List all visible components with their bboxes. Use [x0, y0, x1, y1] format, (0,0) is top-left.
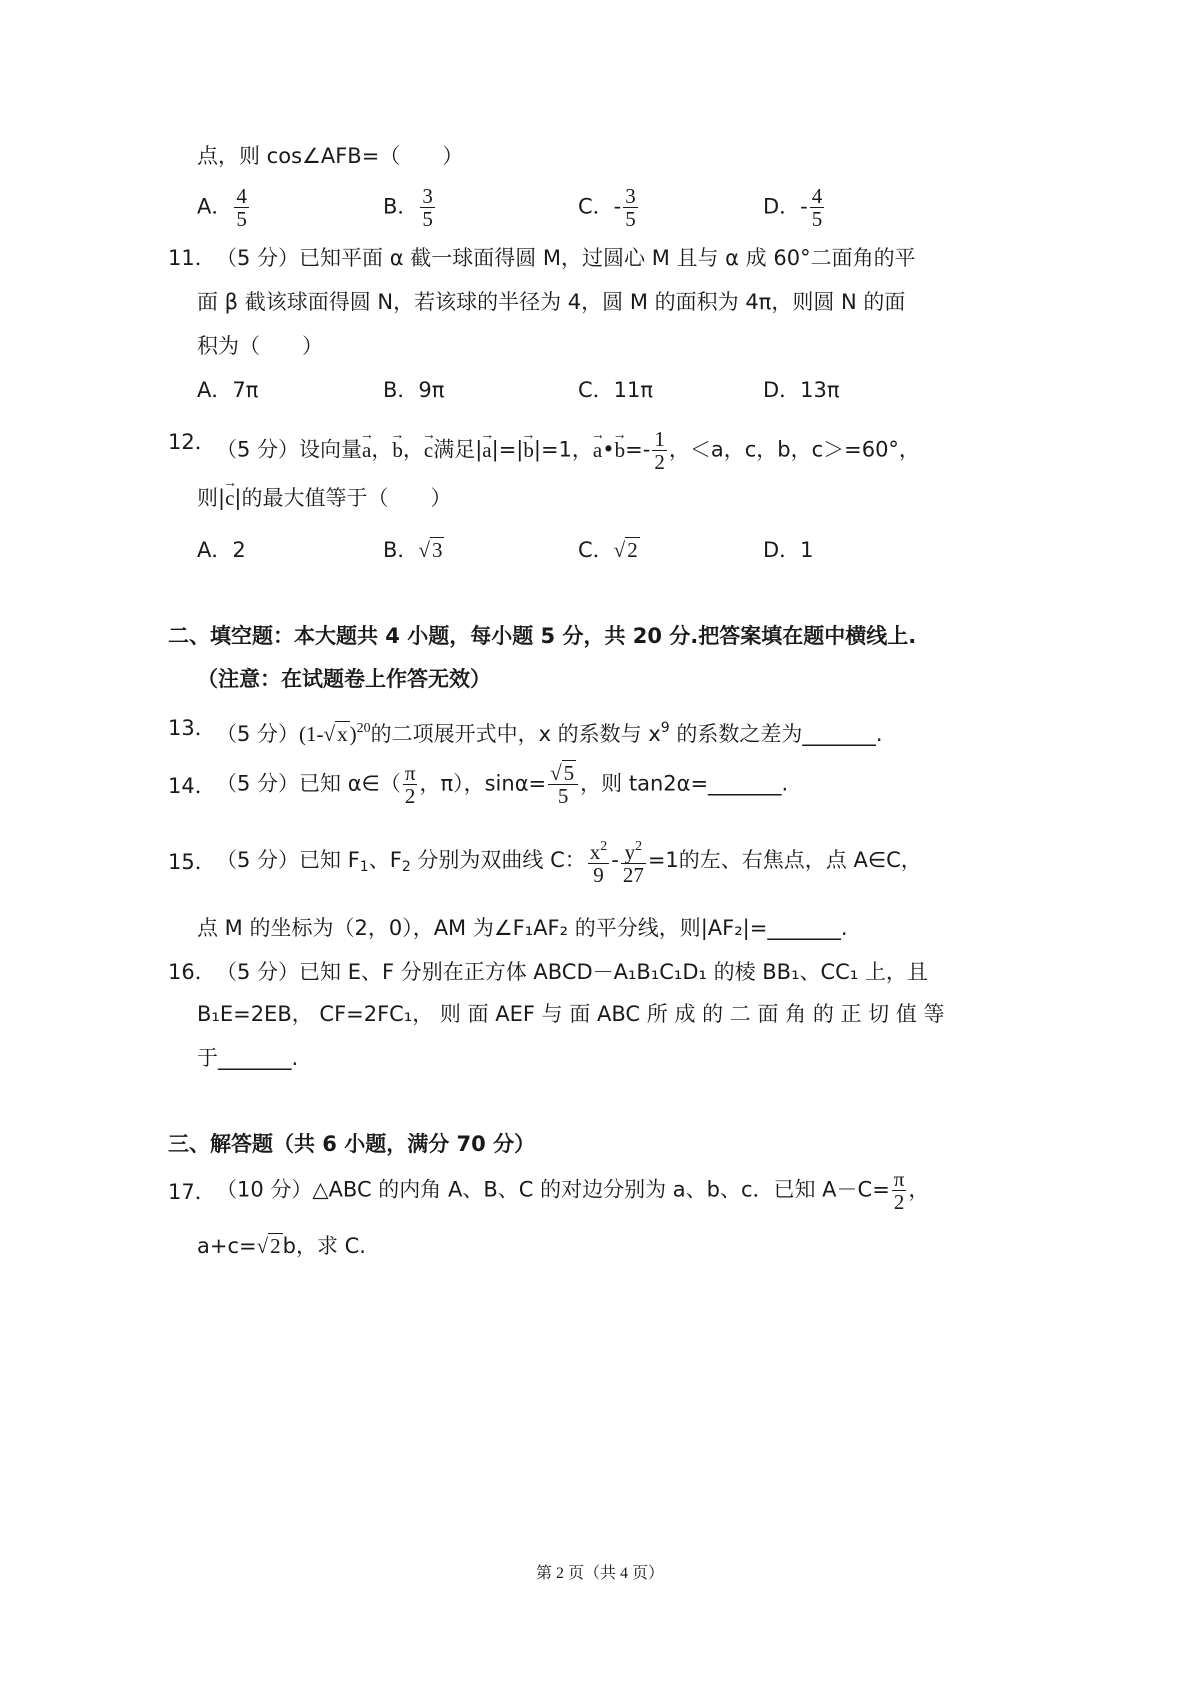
q17-number: 17．: [168, 1180, 216, 1204]
q12-option-c: C．√2: [578, 538, 638, 562]
q10-stem: 点，则 cos∠AFB=（ ）: [197, 144, 464, 168]
q10-option-c: C．- $\frac{3}{5}$: [578, 184, 636, 231]
q11-option-d: D．13π: [763, 378, 840, 402]
q16-line2: B₁E=2EB， CF=2FC₁， 则 面 AEF 与 面 ABC 所 成 的 二 面 角 的 正 切 值 等: [197, 1002, 945, 1026]
q11-option-c: C．11π: [578, 378, 654, 402]
q12-option-b: B．√3: [383, 538, 443, 562]
q17-line2: a+c=√2b，求 C.: [197, 1234, 366, 1258]
q10-option-a: A． $\frac{4}{5}$: [197, 184, 247, 231]
q11-option-b: B．9π: [383, 378, 445, 402]
q12-line1: （5 分）设向量→ a，→ b，→ c满足|→ a|=|→ b|=1，→ a•→ b=- $\frac{1}{2}$ ，＜a，c，b，c＞=60°，: [216, 428, 920, 473]
q15-line2: 点 M 的坐标为（2，0），AM 为∠F₁AF₂ 的平分线，则|AF₂|=_______.: [197, 916, 848, 940]
section3-title: 三、解答题（共 6 小题，满分 70 分）: [168, 1132, 536, 1156]
q12-line2: 则|→ c|的最大值等于（ ）: [197, 484, 451, 512]
q10-option-d: D．- $\frac{4}{5}$: [763, 184, 823, 231]
q11-line2: 面 β 截该球面得圆 N，若该球的半径为 4，圆 M 的面积为 4π，则圆 N 的面: [197, 290, 906, 314]
q11-line1: （5 分）已知平面 α 截一球面得圆 M，过圆心 M 且与 α 成 60°二面角的平: [216, 246, 916, 270]
section2-title: 二、填空题：本大题共 4 小题，每小题 5 分，共 20 分.把答案填在题中横线上.: [168, 624, 917, 648]
q11-option-a: A．7π: [197, 378, 259, 402]
q16-line3: 于_______.: [197, 1046, 299, 1070]
q11-number: 11．: [168, 246, 216, 270]
q16-number: 16．: [168, 960, 216, 984]
q14-line: （5 分）已知 α∈（ $\frac{\pi}{2}$ ，π），sinα= $\frac{√5}{5}$ ，则 tan2α=_______.: [216, 761, 789, 808]
q11-line3: 积为（ ）: [197, 334, 323, 358]
q12-option-d: D．1: [763, 538, 814, 562]
q10-option-b: B． $\frac{3}{5}$: [383, 184, 433, 231]
q13-line: （5 分）$(1-√x)^{20}$的二项展开式中，x 的系数与 $x^9$ 的系数之差为_______.: [216, 720, 883, 746]
section2-note: （注意：在试题卷上作答无效）: [197, 667, 491, 691]
q13-number: 13．: [168, 716, 216, 740]
q17-line1: （10 分）△ABC 的内角 A、B、C 的对边分别为 a、b、c．已知 A－C= $\frac{\pi}{2}$ ，: [216, 1167, 930, 1214]
q15-line1: （5 分）已知 $F_1$、$F_2$ 分别为双曲线 C： $\frac{x^2}{9}$ - $\frac{y^2}{27}$ =1的左、右焦点，点 A∈C，: [216, 836, 922, 886]
q15-number: 15．: [168, 850, 216, 874]
q16-line1: （5 分）已知 E、F 分别在正方体 ABCD－A₁B₁C₁D₁ 的棱 BB₁、CC₁ 上，且: [216, 960, 928, 984]
page-footer: 第 2 页（共 4 页）: [535, 1565, 664, 1582]
q12-option-a: A．2: [197, 538, 246, 562]
q14-number: 14．: [168, 774, 216, 798]
q12-number: 12．: [168, 430, 216, 454]
